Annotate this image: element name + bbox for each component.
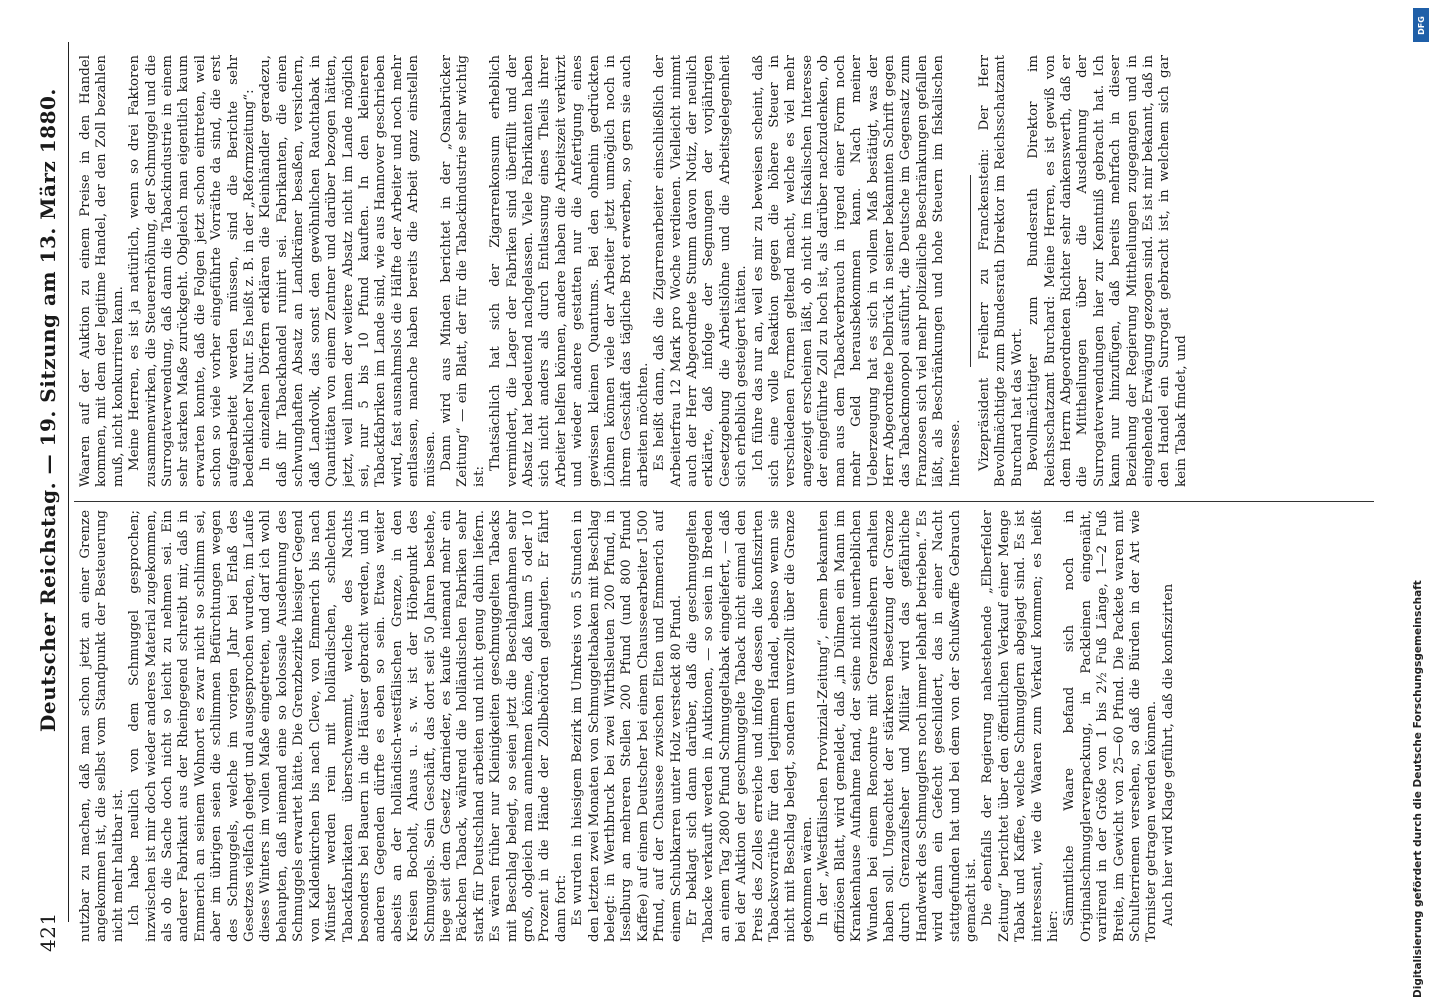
paragraph: Ich führe das nur an, weil es mir zu beweisen scheint, daß sich eine volle Reaktion gegen die höhere Steuer in verschiedenen Formen geltend macht, welche es viel mehr angezeigt erscheinen läßt, ob nicht im fiskalischen Interesse der eingeführte Zoll zu hoch ist, als darüber nachzudenken, ob man aus dem Tabackverbrauch in irgend einer Form noch mehr Geld herausbekommen kann. Nach meiner Ueberzeugung hat es sich in vollem Maß bestätigt, was der Herr Abgeordnete Delbrück in seiner bekannten Schrift gegen das Tabackmonopol ausführt, die Deutsche im Gegensatz zum Franzosen sich viel mehr polizeiliche Beschränkungen gefallen läßt, als Beschränkungen und hohe Steuern im fiskalischen Interesse. <box>750 55 963 487</box>
paragraph: Bevollmächtigter zum Bundesrath Direktor im Reichsschatzamt Burchard: Meine Herren, es ist gewiß von dem Herrn Abgeordneten Richter sehr dankenswerth, daß er die Mittheilungen über die Ausdehnung der Surrogatverwendungen hier zur Kenntniß gebracht hat. Ich kann nur hinzufügen, daß bereits mehrfach in dieser Beziehung der Regierung Mittheilungen zugegangen und in eingehende Erwägung gezogen sind. Es ist mir bekannt, daß in den Handel ein Surrogat gebracht ist, in welchem sich gar kein Tabak findet, und <box>1026 55 1189 487</box>
section-divider <box>970 175 971 367</box>
paragraph: Waaren auf der Auktion zu einem Preise in den Handel kommen, mit dem der legitime Handel, der den Zoll bezahlen muß, nicht konkurriren kann. <box>78 55 126 487</box>
paragraph: Ich habe neulich von dem Schmuggel gesprochen; inzwischen ist mir doch wieder anderes Material zugekommen, als ob die Sache doch nicht so leicht zu nehmen sei. Ein anderer Fabrikant aus der Rheingegend schreibt mir, daß in Emmerich an seinem Wohnort es zwar nicht so schlimm sei, aber im übrigen seien die schlimmen Befürchtungen wegen des Schmuggels, welche im vorigen Jahr bei Erlaß des Gesetzes vielfach gehegt und ausgesprochen wurden, im Laufe dieses Winters im vollen Maße eingetreten, und darf ich wohl behaupten, daß niemand eine so kolossale Ausdehnung des Schmuggels erwartet hätte. Die Grenzbezirke hiesiger Gegend von Kaldenkirchen bis nach Cleve, von Emmerich bis nach Münster werden rein mit holländischen, schlechten Tabackfabrikaten überschwemmt, welche des Nachts besonders bei Bauern in die Häuser gebracht werden, und in anderen Gegenden dürfte es eben so sein. Etwas weiter abseits an der holländisch-westfälischen Grenze, in den Kreisen Bocholt, Ahaus u. s. w. ist der Höhepunkt des Schmuggels. Sein Geschäft, das dort seit 50 Jahren bestehe, liege seit dem Gesetz darnieder, es kaufe niemand mehr ein Päckchen Taback, während die holländischen Fabriken sehr stark für Deutschland arbeiten und nicht genug dahin liefern. Es wären früher nur Kleinigkeiten geschmuggelten Tabacks mit Beschlag belegt, so seien jetzt die Beschlagnahmen sehr groß, obgleich man annehmen könne, daß kaum 5 oder 10 Prozent in die Hände der Zollbehörden gelangten. Er fährt dann fort: <box>127 510 569 942</box>
rotated-document-page <box>16 22 1416 982</box>
paragraph: Es wurden in hiesigem Bezirk im Umkreis von 5 Stunden in den letzten zwei Monaten von Schmuggeltabaken mit Beschlag belegt: in Werthbruck bei zwei Wirthsleuten 200 Pfund, in Isselburg an mehreren Stellen 200 Pfund (und 800 Pfund Kaffee) auf einem Deutscher bei einem Chausseearbeiter 1500 Pfund, auf der Chaussee zwischen Elten und Emmerich auf einem Schubkarren unter Holz versteckt 80 Pfund. <box>570 510 684 942</box>
paragraph: Sämmtliche Waare befand sich noch in Originalschmugglerverpackung, in Packleinen eingenäht, variirend in der Größe von 1 bis 2½ Fuß Länge, 1—2 Fuß Breite, im Gewicht von 25—60 Pfund. Die Packete waren mit Schulterriemen versehen, so daß die Bürden in der Art wie Tornister getragen werden können. <box>1062 510 1160 942</box>
running-head <box>34 32 68 982</box>
paragraph: Die ebenfalls der Regierung nahestehende „Elberfelder Zeitung“ berichtet über den öffentlichen Verkauf einer Menge Tabak und Kaffee, welche Schmugglern abgejagt sind. Es ist interessant, wie die Waaren zum Verkauf kommen; es heißt hier: <box>980 510 1061 942</box>
running-title: Deutscher Reichstag. — 19. Sitzung am 13. März 1880. <box>36 88 60 732</box>
page-number: 421 <box>36 912 60 952</box>
paragraph: nutzbar zu machen, daß man schon jetzt an einer Grenze angekommen ist, die selbst vom Standpunkt der Besteuerung nicht mehr haltbar ist. <box>78 510 126 942</box>
right-column <box>78 55 1368 487</box>
header-rule <box>68 42 69 922</box>
column-divider <box>74 501 1374 502</box>
paragraph: Es heißt dann, daß die Zigarrenarbeiter einschließlich der Arbeiterfrau 12 Mark pro Woche verdienen. Vielleicht nimmt auch der Herr Abgeordnete Stumm davon Notiz, der neulich erklärte, daß infolge der Segnungen der vorjährigen Gesetzgebung die Arbeitslöhne und die Arbeitsgelegenheit sich erheblich gesteigert hätten. <box>652 55 750 487</box>
dfg-logo <box>1413 8 1429 42</box>
digitization-credit: Digitalisierung gefördert durch die Deutsche Forschungsgemeinschaft <box>1412 580 1424 998</box>
paragraph: In einzelnen Dörfern erklären die Kleinhändler geradezu, daß ihr Tabackhandel ruinirt sei. Fabrikanten, die einen schwunghaften Absatz an Landkrämer besaßen, versichern, daß Landvolk, das sonst den gewöhnlichen Rauchtabak in Quantitäten von einem Zentner und darüber bezogen hätten, jetzt, weil ihnen der weitere Absatz nicht im Lande möglich sei, nur 5 bis 10 Pfund kauften. In den kleineren Tabackfabriken im Lande sind, wie aus Hannover geschrieben wird, fast ausnahmslos die Hälfte der Arbeiter und noch mehr entlassen, manche haben bereits die Arbeit ganz einstellen müssen. <box>258 55 438 487</box>
dfg-logo-text: DFG <box>1416 15 1426 35</box>
paragraph: Thatsächlich hat sich der Zigarrenkonsum erheblich vermindert, die Lager der Fabriken sind überfüllt und der Absatz hat bedeutend nachgelassen. Viele Fabrikanten haben sich nicht anders als durch Entlassung eines Theils ihrer Arbeiter helfen können, andere haben die Arbeitszeit verkürzt und wieder andere gestatten nur die Anfertigung eines gewissen kleinen Quantums. Bei den ohnehin gedrückten Löhnen können viele der Arbeiter jetzt unmöglich noch in ihrem Geschäft das tägliche Brot erwerben, so gern sie auch arbeiten möchten. <box>488 55 651 487</box>
paragraph: Vizepräsident Freiherr zu Franckenstein: Der Herr Bevollmächtigte zum Bundesrath Direktor im Reichsschatzamt Burchard hat das Wort. <box>976 55 1025 487</box>
left-column <box>78 510 1368 942</box>
paragraph: In der „Westfälischen Provinzial-Zeitung“, einem bekannten offiziösen Blatt, wird gemeldet, daß „in Dülmen ein Mann im Krankenhause Aufnahme fand, der seine nicht unerheblichen Wunden bei einem Rencontre mit Grenzaufsehern erhalten haben soll. Ungeachtet der stärkeren Besetzung der Grenze durch Grenzaufseher und Militär wird das gefährliche Handwerk des Schmugglers noch immer lebhaft betrieben.“ Es wird dann ein Gefecht geschildert, das in einer Nacht stattgefunden hat und bei dem von der Schußwaffe Gebrauch gemacht ist. <box>816 510 979 942</box>
paragraph: Er beklagt sich dann darüber, daß die geschmuggelten Tabacke verkauft werden in Auktionen, — so seien in Breden an einem Tag 2800 Pfund Schmuggeltabak eingeliefert, — daß bei der Auktion der geschmuggelte Taback nicht einmal den Preis des Zolles erreiche und infolge dessen die konfiszirten Tabacksvorräthe für den legitimen Handel, ebenso wenn sie nicht mit Beschlag belegt, sondern unverzollt über die Grenze gekommen wären. <box>685 510 815 942</box>
paragraph: Dann wird aus Minden berichtet in der „Osnabrücker Zeitung“ — ein Blatt, der für die Tabackindustrie sehr wichtig ist: <box>438 55 487 487</box>
paragraph: Meine Herren, es ist ja natürlich, wenn so drei Faktoren zusammenwirken, die Steuererhöhung, der Schmuggel und die Surrogatverwendung, daß dann die Tabackindustrie in einem sehr starken Maße zurückgeht. Obgleich man eigentlich kaum erwarten konnte, daß die Folgen jetzt schon eintreten, weil schon so viele vorher eingeführte Vorräthe da sind, die erst aufgearbeitet werden müssen, sind die Berichte sehr bedenklicher Natur. Es heißt z. B. in der „Reformzeitung“: <box>127 55 258 487</box>
paragraph: Auch hier wird Klage geführt, daß die konfiszirten <box>1160 583 1176 926</box>
